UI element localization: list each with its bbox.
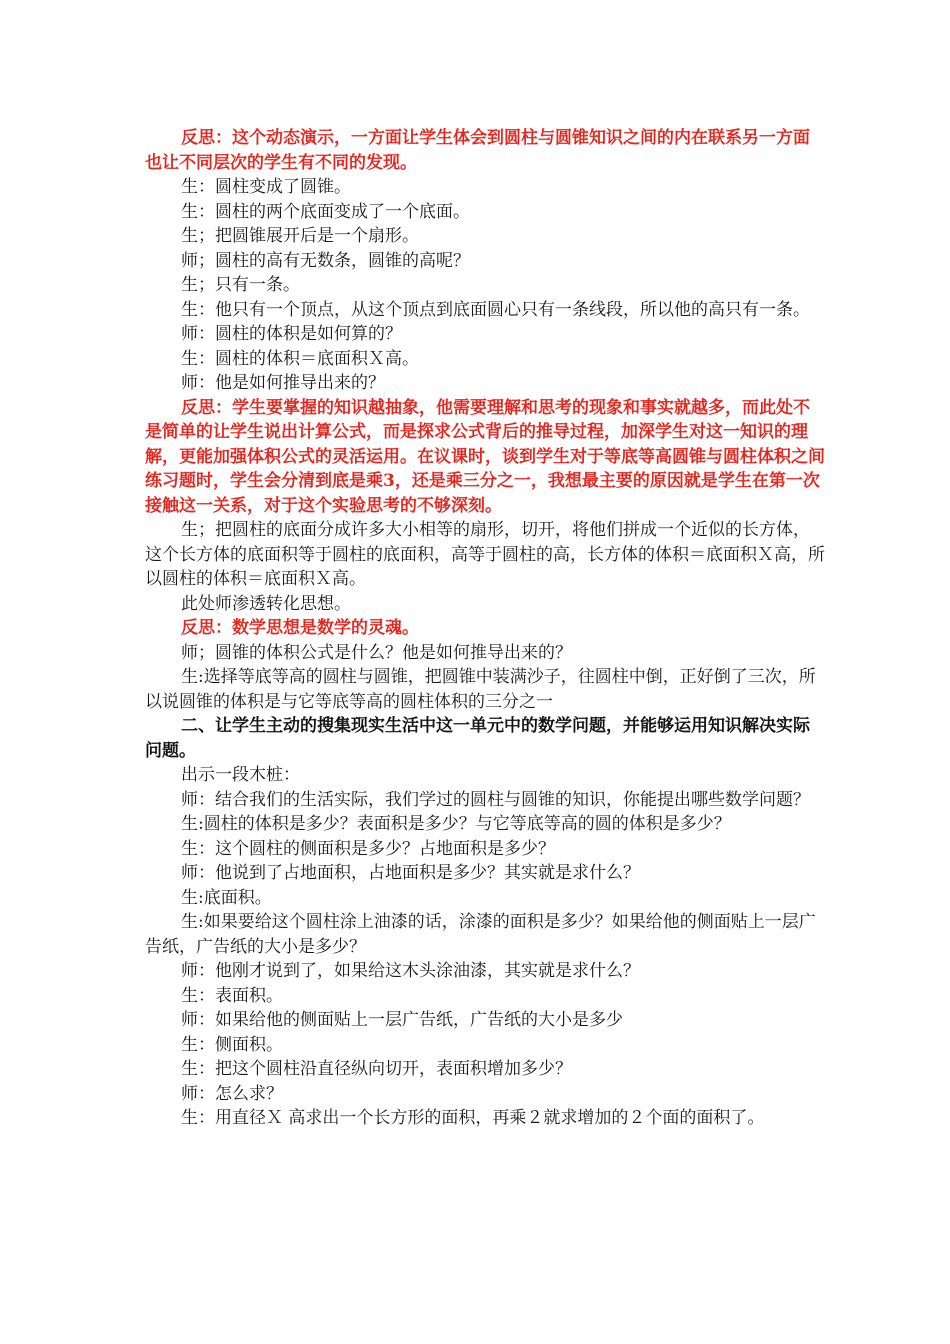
dialogue-line: 师：怎么求？ [181, 1083, 283, 1104]
dialogue-line: 生：圆柱的两个底面变成了一个底面。 [181, 201, 470, 222]
reflection-paragraph: 反思：这个动态演示，一方面让学生体会到圆柱与圆锥知识之间的内在联系另一方面也让不同层次的学生有不同的发现。 [145, 128, 810, 173]
dialogue-line: 生：他只有一个顶点，从这个顶点到底面圆心只有一条线段，所以他的高只有一条。 [181, 299, 810, 320]
dialogue-line: 生:圆柱的体积是多少？表面积是多少？与它等底等高的圆的体积是多少？ [181, 814, 731, 834]
section-heading: 二、让学生主动的搜集现实生活中这一单元中的数学问题，并能够运用知识解决实际问题。 [145, 716, 810, 761]
dialogue-line: 师；圆柱的高有无数条，圆锥的高呢？ [181, 250, 470, 271]
dialogue-line: 生：圆柱的体积＝底面积Ｘ高。 [181, 348, 419, 369]
dialogue-line: 生：表面积。 [181, 985, 283, 1006]
dialogue-line: 生：侧面积。 [181, 1034, 283, 1055]
dialogue-line: 师：圆柱的体积是如何算的？ [181, 324, 402, 344]
dialogue-line: 生:选择等底等高的圆柱与圆锥，把圆锥中装满沙子，往圆柱中倒，正好倒了三次，所以说圆锥的体积是与它等底等高的圆柱体积的三分之一 [145, 667, 816, 712]
dialogue-line: 生:底面积。 [181, 887, 272, 908]
dialogue-line: 师：结合我们的生活实际，我们学过的圆柱与圆锥的知识，你能提出哪些数学问题？ [181, 789, 810, 810]
dialogue-line: 师；圆锥的体积公式是什么？他是如何推导出来的？ [181, 642, 572, 663]
dialogue-line: 生：这个圆柱的侧面积是多少？占地面积是多少？ [181, 838, 555, 859]
dialogue-line: 生；把圆柱的底面分成许多大小相等的扇形，切开，将他们拼成一个近似的长方体，这个长方体的底面积等于圆柱的底面积，高等于圆柱的高，长方体的体积＝底面积Ｘ高，所以圆柱的体积＝底面积Ｘ高。 [145, 520, 825, 589]
dialogue-line: 生：把这个圆柱沿直径纵向切开，表面积增加多少？ [181, 1059, 572, 1079]
reflection-paragraph: 反思：学生要掌握的知识越抽象，他需要理解和思考的现象和事实就越多，而此处不是简单的让学生说出计算公式，而是探求公式背后的推导过程，加深学生对这一知识的理解，更能加强体积公式的灵活运用。在议课时，谈到学生对于等底等高圆锥与圆柱体积之间练习题时，学生会分清到底是乘3，还是乘三分之一，我想最主要的原因就是学生在第一次接触这一关系，对于这个实验思考的不够深刻。 [145, 397, 825, 516]
dialogue-line: 生：用直径Ｘ 高求出一个长方形的面积，再乘２就求增加的２个面的面积了。 [181, 1108, 765, 1128]
dialogue-line: 师：他说到了占地面积，占地面积是多少？其实就是求什么？ [181, 863, 640, 883]
dialogue-line: 师：如果给他的侧面贴上一层广告纸，广告纸的大小是多少 [181, 1010, 623, 1030]
dialogue-line: 此处师渗透转化思想。 [181, 593, 351, 614]
dialogue-line: 生；只有一条。 [181, 275, 300, 295]
dialogue-line: 出示一段木桩： [181, 765, 300, 785]
dialogue-line: 生:如果要给这个圆柱涂上油漆的话，涂漆的面积是多少？如果给他的侧面贴上一层广告纸，广告纸的大小是多少？ [145, 912, 816, 957]
dialogue-line: 生；把圆锥展开后是一个扇形。 [181, 226, 419, 246]
document-body [145, 126, 825, 1131]
dialogue-line: 师：他刚才说到了，如果给这木头涂油漆，其实就是求什么？ [181, 961, 640, 981]
reflection-paragraph: 反思：数学思想是数学的灵魂。 [181, 618, 419, 638]
dialogue-line: 师：他是如何推导出来的？ [181, 373, 385, 393]
dialogue-line: 生：圆柱变成了圆锥。 [181, 177, 351, 197]
